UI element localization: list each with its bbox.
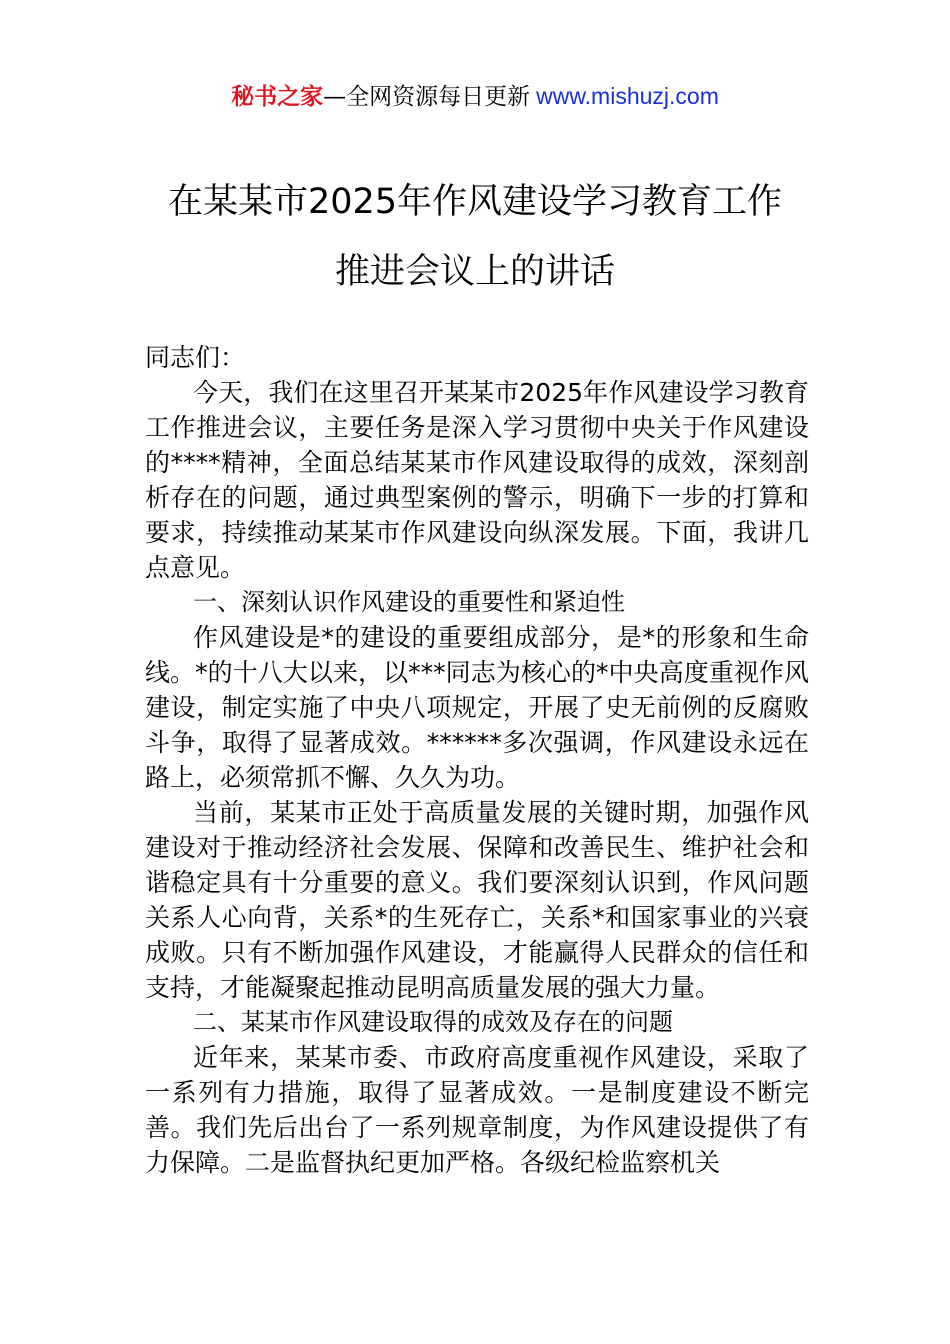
section-heading-1: 一、深刻认识作风建设的重要性和紧迫性	[193, 588, 625, 616]
paragraph-importance: 作风建设是*的建设的重要组成部分，是*的形象和生命线。*的十八大以来，以***同志为核心的*中央高度重视作风建设，制定实施了中央八项规定，开展了史无前例的反腐败斗争，取得了显著成效。******多次强调，作风建设永远在路上，必须常抓不懈、久久为功。	[145, 623, 809, 792]
site-brand: 秘书之家	[231, 84, 324, 110]
paragraph-achievements: 近年来，某某市委、市政府高度重视作风建设，采取了一系列有力措施，取得了显著成效。一是制度建设不断完善。我们先后出台了一系列规章制度，为作风建设提供了有力保障。二是监督执纪更加严格。各级纪检监察机关	[145, 1043, 809, 1177]
paragraph-intro: 今天，我们在这里召开某某市2025年作风建设学习教育工作推进会议，主要任务是深入学习贯彻中央关于作风建设的****精神，全面总结某某市作风建设取得的成效，深刻剖析存在的问题，通过典型案例的警示，明确下一步的打算和要求，持续推动某某市作风建设向纵深发展。下面，我讲几点意见。	[145, 378, 809, 582]
salutation: 同志们：	[145, 343, 246, 372]
document-body	[145, 340, 809, 1180]
site-tagline: —全网资源每日更新	[323, 84, 531, 110]
document-title-line-1: 在某某市2025年作风建设学习教育工作	[167, 182, 783, 222]
paragraph-current-situation: 当前，某某市正处于高质量发展的关键时期，加强作风建设对于推动经济社会发展、保障和改善民生、维护社会和谐稳定具有十分重要的意义。我们要深刻认识到，作风问题关系人心向背，关系*的生死存亡，关系*和国家事业的兴衰成败。只有不断加强作风建设，才能赢得人民群众的信任和支持，才能凝聚起推动昆明高质量发展的强大力量。	[145, 798, 809, 1002]
site-url-link[interactable]: www.mishuzj.com	[536, 83, 719, 109]
site-header	[0, 80, 950, 113]
section-heading-2: 二、某某市作风建设取得的成效及存在的问题	[193, 1008, 673, 1036]
document-title-line-2: 推进会议上的讲话	[334, 252, 615, 292]
